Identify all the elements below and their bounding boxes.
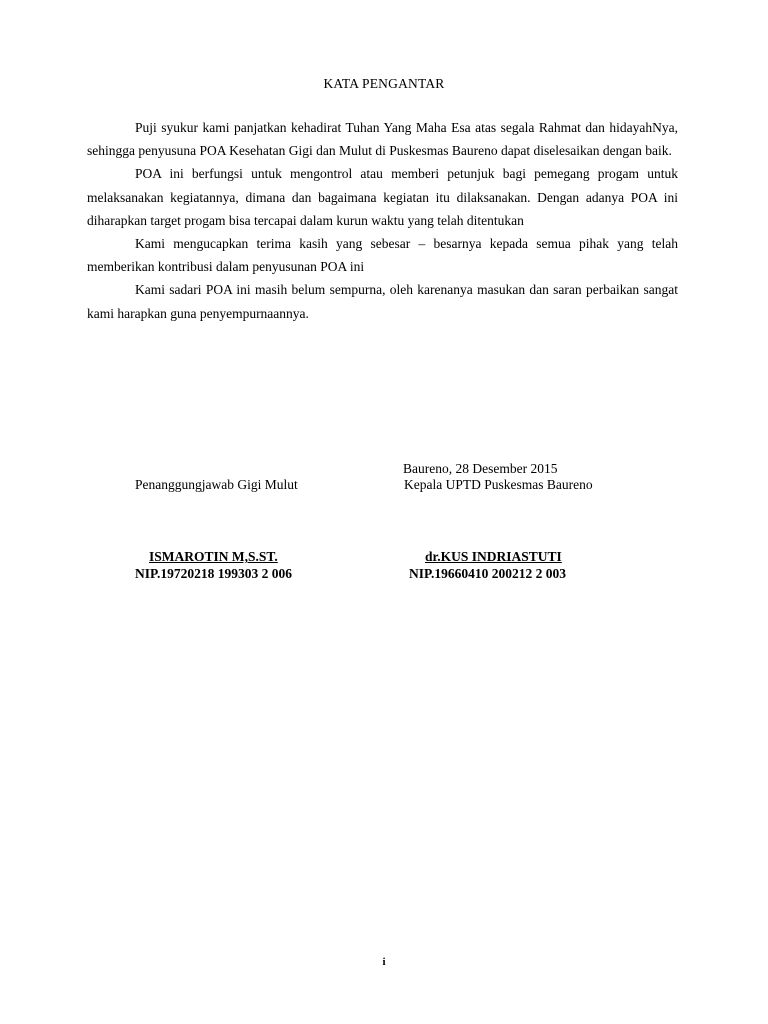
right-signatory-role: Kepala UPTD Puskesmas Baureno — [404, 477, 593, 492]
right-signatory-nip: NIP.19660410 200212 2 003 — [409, 566, 567, 581]
left-signatory-name: ISMAROTIN M,S.ST. — [149, 549, 278, 564]
paragraph-1: Puji syukur kami panjatkan kehadirat Tuhan Yang Maha Esa atas segala Rahmat dan hidayahNya, sehingga penyusuna POA Kesehatan Gigi dan Mulut di Puskesmas Baureno dapat diselesaikan dengan baik. — [87, 120, 678, 159]
document-title: KATA PENGANTAR — [323, 76, 445, 91]
paragraph-3: Kami mengucapkan terima kasih yang sebesar – besarnya kepada semua pihak yang telah memberikan kontribusi dalam penyusunan POA ini — [87, 236, 678, 275]
right-signatory-name: dr.KUS INDRIASTUTI — [425, 549, 562, 564]
page-number: i — [382, 956, 386, 968]
left-signatory-role: Penanggungjawab Gigi Mulut — [135, 477, 298, 492]
left-signatory-nip: NIP.19720218 199303 2 006 — [135, 566, 293, 581]
body-text — [87, 116, 678, 325]
paragraph-4: Kami sadari POA ini masih belum sempurna, oleh karenanya masukan dan saran perbaikan sangat kami harapkan guna penyempurnaannya. — [87, 282, 678, 321]
place-date: Baureno, 28 Desember 2015 — [403, 461, 558, 476]
paragraph-2: POA ini berfungsi untuk mengontrol atau memberi petunjuk bagi pemegang progam untuk melaksanakan kegiatannya, dimana dan bagaimana kegiatan itu dilaksanakan. Dengan adanya POA ini diharapkan target progam bisa tercapai dalam kurun waktu yang telah ditentukan — [87, 166, 678, 228]
